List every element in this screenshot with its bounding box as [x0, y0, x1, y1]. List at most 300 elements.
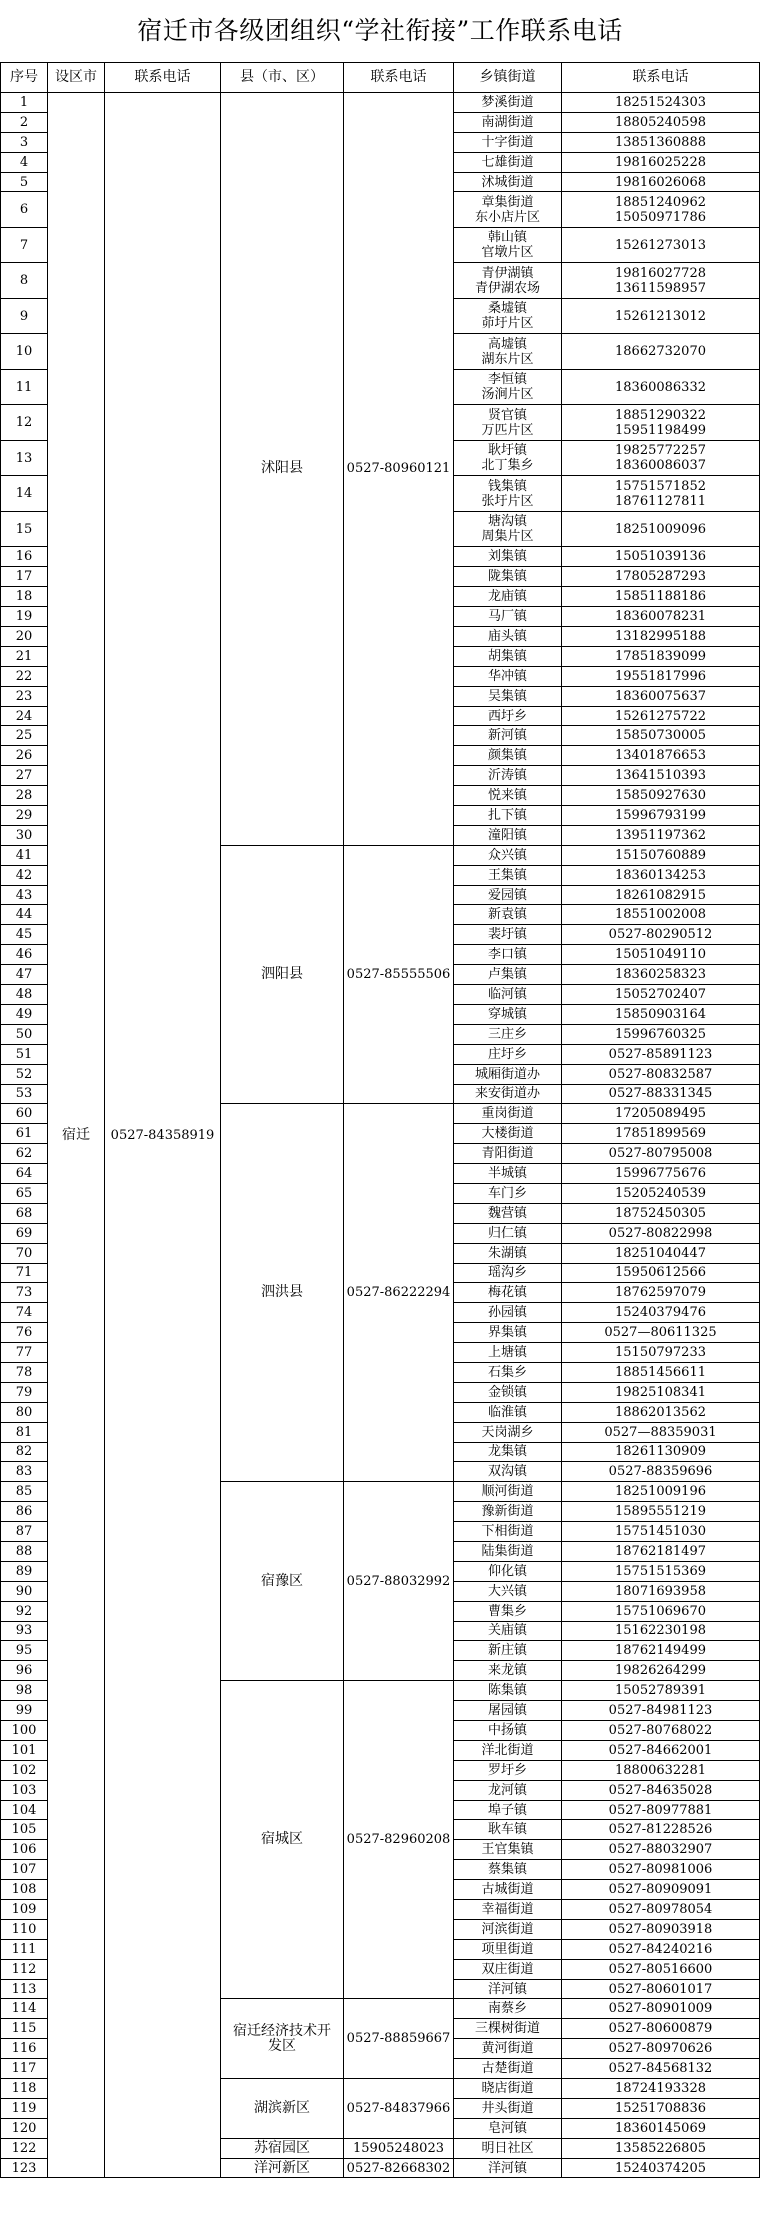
town-name [454, 1760, 562, 1780]
row-number: 8 [1, 263, 48, 299]
row-number: 99 [1, 1701, 48, 1721]
town-phone [562, 1004, 760, 1024]
row-number: 16 [1, 547, 48, 567]
row-number: 28 [1, 786, 48, 806]
town-phone [562, 1362, 760, 1382]
row-number: 11 [1, 369, 48, 405]
town-name [454, 1780, 562, 1800]
town-name [454, 666, 562, 686]
town-name [454, 1283, 562, 1303]
town-phone [562, 1681, 760, 1701]
town-phone [562, 1303, 760, 1323]
row-number: 83 [1, 1462, 48, 1482]
town-name-line: 官墩片区 [481, 245, 534, 261]
row-number: 51 [1, 1044, 48, 1064]
county-name: 沭阳县 [221, 93, 344, 846]
town-name [454, 369, 562, 405]
town-phone-line: 15150760889 [615, 847, 706, 863]
town-name-line: 罗圩乡 [487, 1762, 527, 1778]
town-phone [562, 925, 760, 945]
town-phone [562, 905, 760, 925]
town-phone [562, 2019, 760, 2039]
town-phone [562, 93, 760, 113]
town-phone [562, 440, 760, 476]
town-phone-line: 15261213012 [615, 308, 706, 324]
town-name [454, 1044, 562, 1064]
town-name [454, 1243, 562, 1263]
row-number: 112 [1, 1959, 48, 1979]
town-phone [562, 1024, 760, 1044]
town-name [454, 1303, 562, 1323]
town-phone [562, 965, 760, 985]
town-phone-line: 18360258323 [615, 967, 706, 983]
town-name-line: 青伊湖农场 [474, 280, 540, 296]
town-name [454, 1004, 562, 1024]
town-phone-line: 18551002008 [615, 907, 706, 923]
town-phone-line: 0527-80978054 [608, 1901, 713, 1917]
town-phone-line: 0527-80600879 [608, 2021, 713, 2037]
town-phone-line: 18360134253 [615, 867, 706, 883]
town-name-line: 双沟镇 [487, 1464, 527, 1480]
row-number: 78 [1, 1362, 48, 1382]
town-name-line: 颜集镇 [487, 748, 527, 764]
town-name-line: 三庄乡 [487, 1026, 527, 1042]
town-name [454, 985, 562, 1005]
town-phone-line: 15996793199 [615, 807, 706, 823]
row-number: 12 [1, 405, 48, 441]
town-name-line: 魏营镇 [487, 1205, 527, 1221]
town-name-line: 龙集镇 [487, 1444, 527, 1460]
town-name-line: 蔡集镇 [487, 1862, 527, 1878]
row-number: 60 [1, 1104, 48, 1124]
town-phone [562, 369, 760, 405]
town-phone-line: 15261275722 [615, 708, 706, 724]
town-name-line: 沂涛镇 [487, 768, 527, 784]
row-number: 74 [1, 1303, 48, 1323]
row-number: 110 [1, 1919, 48, 1939]
town-phone-line: 0527-84662001 [608, 1742, 713, 1758]
town-phone-line: 15052702407 [615, 986, 706, 1002]
town-phone [562, 786, 760, 806]
town-phone-line: 15205240539 [615, 1185, 706, 1201]
town-phone [562, 1721, 760, 1741]
town-phone [562, 1482, 760, 1502]
town-name-line: 塘沟镇 [487, 514, 527, 530]
town-phone-line: 0527—88359031 [604, 1424, 717, 1440]
town-phone [562, 1124, 760, 1144]
town-name-line: 华冲镇 [487, 668, 527, 684]
town-phone-line: 19816027728 [615, 265, 706, 281]
row-number: 87 [1, 1522, 48, 1542]
town-name-line: 王官集镇 [481, 1842, 534, 1858]
row-number: 47 [1, 965, 48, 985]
town-phone-line: 0527-88359696 [608, 1464, 713, 1480]
town-phone-line: 17805287293 [615, 569, 706, 585]
town-name-line: 李口镇 [487, 947, 527, 963]
county-phone: 0527-85555506 [344, 845, 454, 1104]
row-number: 70 [1, 1243, 48, 1263]
town-name [454, 1024, 562, 1044]
town-name-line: 孙园镇 [487, 1305, 527, 1321]
town-name-line: 周集片区 [481, 529, 534, 545]
town-phone-line: 18762181497 [615, 1543, 706, 1559]
town-phone [562, 945, 760, 965]
row-number: 43 [1, 885, 48, 905]
town-name [454, 865, 562, 885]
town-name-line: 庄圩乡 [487, 1046, 527, 1062]
town-name [454, 1124, 562, 1144]
town-phone [562, 885, 760, 905]
town-name [454, 440, 562, 476]
town-phone [562, 1900, 760, 1920]
town-name [454, 1701, 562, 1721]
header-no: 序号 [1, 63, 48, 93]
town-name-line: 西圩乡 [487, 708, 527, 724]
town-name [454, 1740, 562, 1760]
row-number: 4 [1, 152, 48, 172]
town-phone-line: 15751069670 [615, 1603, 706, 1619]
town-phone-line: 15996775676 [615, 1166, 706, 1181]
town-phone [562, 627, 760, 647]
row-number: 111 [1, 1939, 48, 1959]
row-number: 42 [1, 865, 48, 885]
row-number: 85 [1, 1482, 48, 1502]
town-name [454, 746, 562, 766]
town-name [454, 1800, 562, 1820]
town-name [454, 786, 562, 806]
town-phone-line: 0527-80903918 [608, 1921, 713, 1937]
town-phone-line: 13182995188 [615, 628, 706, 644]
row-number: 23 [1, 686, 48, 706]
town-name [454, 132, 562, 152]
town-name-line: 顺河街道 [481, 1484, 534, 1500]
town-name-line: 豫新街道 [481, 1504, 534, 1520]
town-phone-line: 13401876653 [615, 748, 706, 764]
row-number: 96 [1, 1661, 48, 1681]
town-phone [562, 1263, 760, 1283]
town-name-line: 高墟镇 [487, 336, 527, 352]
town-phone-line: 18360086037 [615, 458, 706, 474]
town-phone [562, 263, 760, 299]
row-number: 20 [1, 627, 48, 647]
town-phone-line: 13641510393 [615, 768, 706, 784]
row-number: 52 [1, 1064, 48, 1084]
town-name-line: 皂河镇 [487, 2120, 527, 2136]
town-name [454, 1979, 562, 1999]
town-name [454, 511, 562, 547]
town-phone [562, 746, 760, 766]
town-phone [562, 334, 760, 370]
town-phone-line: 15240374205 [615, 2160, 706, 2176]
town-name-line: 庙头镇 [487, 628, 527, 644]
page-title: 宿迁市各级团组织“学社衔接”工作联系电话 [137, 16, 623, 45]
town-name [454, 192, 562, 228]
town-phone-line: 0527-80970626 [608, 2041, 713, 2057]
town-phone-line: 18851240962 [615, 194, 706, 210]
town-name [454, 1919, 562, 1939]
town-phone-line: 15751571852 [615, 478, 706, 494]
row-number: 15 [1, 511, 48, 547]
town-name-line: 钱集镇 [487, 478, 527, 494]
town-name-line: 汤涧片区 [481, 387, 534, 403]
town-phone [562, 511, 760, 547]
town-name-line: 界集镇 [487, 1325, 527, 1341]
town-phone-line: 17851839099 [615, 648, 706, 664]
town-name-line: 青阳街道 [481, 1146, 534, 1162]
town-phone [562, 1939, 760, 1959]
town-name [454, 1840, 562, 1860]
town-phone [562, 1641, 760, 1661]
town-name-line: 龙河镇 [487, 1782, 527, 1798]
town-phone [562, 1979, 760, 1999]
town-phone-line: 18762597079 [615, 1285, 706, 1301]
town-phone [562, 547, 760, 567]
town-name-line: 南蔡乡 [487, 2001, 527, 2017]
town-phone-line: 18360145069 [615, 2120, 706, 2136]
town-name-line: 耿圩镇 [487, 443, 527, 459]
town-phone [562, 1323, 760, 1343]
row-number: 120 [1, 2118, 48, 2138]
town-name-line: 临淮镇 [487, 1404, 527, 1420]
town-phone [562, 152, 760, 172]
town-phone-line: 0527-85891123 [608, 1046, 713, 1062]
town-phone-line: 19826264299 [615, 1663, 706, 1679]
row-number: 103 [1, 1780, 48, 1800]
town-phone-line: 0527-88032907 [608, 1842, 713, 1858]
town-name-line: 新庄镇 [487, 1643, 527, 1659]
town-phone-line: 0527-80909091 [608, 1882, 713, 1898]
town-phone-line: 0527-84981123 [608, 1703, 713, 1719]
town-name [454, 2059, 562, 2079]
town-name [454, 945, 562, 965]
town-name [454, 2098, 562, 2118]
town-name-line: 茆圩片区 [481, 316, 534, 332]
town-name [454, 627, 562, 647]
town-phone-line: 15052789391 [615, 1683, 706, 1699]
town-phone-line: 18662732070 [615, 344, 706, 360]
town-phone-line: 17851899569 [615, 1126, 706, 1142]
town-name [454, 1939, 562, 1959]
town-name-line: 七雄街道 [481, 154, 534, 170]
header-county-phone: 联系电话 [344, 63, 454, 93]
town-name-line: 临河镇 [487, 986, 527, 1002]
town-name [454, 547, 562, 567]
row-number: 24 [1, 706, 48, 726]
town-phone-line: 15851188186 [615, 589, 706, 605]
town-phone-line: 0527-88331345 [608, 1086, 713, 1102]
town-name [454, 2019, 562, 2039]
town-phone [562, 1203, 760, 1223]
town-phone [562, 192, 760, 228]
town-name-line: 下相街道 [481, 1524, 534, 1540]
row-number: 41 [1, 845, 48, 865]
town-name [454, 2138, 562, 2158]
row-number: 80 [1, 1402, 48, 1422]
town-phone [562, 1621, 760, 1641]
town-phone-line: 17205089495 [615, 1106, 706, 1122]
row-number: 48 [1, 985, 48, 1005]
row-number: 106 [1, 1840, 48, 1860]
town-name-line: 埠子镇 [487, 1802, 527, 1818]
town-phone-line: 15950612566 [615, 1265, 706, 1281]
town-name [454, 686, 562, 706]
town-phone-line: 15240379476 [615, 1305, 706, 1321]
town-phone [562, 2039, 760, 2059]
town-name-line: 项里街道 [481, 1941, 534, 1957]
county-phone: 0527-82668302 [344, 2158, 454, 2178]
town-phone-line: 0527-84240216 [608, 1941, 713, 1957]
town-phone-line: 18761127811 [615, 493, 706, 509]
row-number: 19 [1, 607, 48, 627]
town-name [454, 152, 562, 172]
row-number: 26 [1, 746, 48, 766]
town-phone-line: 0527-84568132 [608, 2061, 713, 2077]
town-name-line: 胡集镇 [487, 648, 527, 664]
town-phone-line: 19816025228 [615, 154, 706, 170]
town-name-line: 幸福街道 [481, 1901, 534, 1917]
town-phone [562, 1561, 760, 1581]
row-number: 9 [1, 298, 48, 334]
town-name-line: 大楼街道 [481, 1126, 534, 1142]
row-number: 46 [1, 945, 48, 965]
town-name [454, 405, 562, 441]
town-name [454, 726, 562, 746]
row-number: 25 [1, 726, 48, 746]
town-name-line: 洋北街道 [481, 1742, 534, 1758]
row-number: 107 [1, 1860, 48, 1880]
row-number: 98 [1, 1681, 48, 1701]
town-phone-line: 18261130909 [615, 1444, 706, 1460]
row-number: 95 [1, 1641, 48, 1661]
town-phone [562, 666, 760, 686]
town-name [454, 1959, 562, 1979]
town-phone [562, 1243, 760, 1263]
town-name-line: 南湖街道 [481, 114, 534, 130]
town-phone [562, 1840, 760, 1860]
town-phone [562, 1164, 760, 1184]
header-town-phone: 联系电话 [562, 63, 760, 93]
town-phone-line: 18360086332 [615, 379, 706, 395]
town-name [454, 1402, 562, 1422]
town-phone-line: 18251524303 [615, 94, 706, 110]
town-phone-line: 15261273013 [615, 237, 706, 253]
town-name [454, 1502, 562, 1522]
town-phone-line: 13851360888 [615, 134, 706, 150]
town-name [454, 1263, 562, 1283]
town-name [454, 1223, 562, 1243]
row-number: 1 [1, 93, 48, 113]
town-name [454, 587, 562, 607]
town-name-line: 瑶沟乡 [487, 1265, 527, 1281]
town-phone-line: 18071693958 [615, 1583, 706, 1599]
town-name [454, 567, 562, 587]
town-name-line: 朱湖镇 [487, 1245, 527, 1261]
town-name [454, 1621, 562, 1641]
town-name-line: 众兴镇 [487, 847, 527, 863]
town-phone [562, 2079, 760, 2099]
row-number: 76 [1, 1323, 48, 1343]
county-name: 湖滨新区 [221, 2079, 344, 2139]
town-name-line: 古楚街道 [481, 2061, 534, 2077]
town-phone [562, 1701, 760, 1721]
town-phone-line: 19825108341 [615, 1384, 706, 1400]
town-name [454, 476, 562, 512]
town-phone [562, 1183, 760, 1203]
town-phone-line: 0527-80795008 [608, 1146, 713, 1162]
town-name-line: 大兴镇 [487, 1583, 527, 1599]
town-name [454, 825, 562, 845]
row-number: 101 [1, 1740, 48, 1760]
county-name: 苏宿园区 [221, 2138, 344, 2158]
town-phone-line: 19825772257 [615, 443, 706, 459]
town-name-line: 张圩片区 [481, 493, 534, 509]
town-phone-line: 13611598957 [615, 280, 706, 296]
town-name-line: 贤官镇 [487, 407, 527, 423]
town-phone [562, 1044, 760, 1064]
town-name [454, 1601, 562, 1621]
town-phone-line: 15996760325 [615, 1026, 706, 1042]
town-name [454, 1561, 562, 1581]
table-row [1, 93, 760, 113]
row-number: 86 [1, 1502, 48, 1522]
row-number: 108 [1, 1880, 48, 1900]
town-name-line: 刘集镇 [487, 549, 527, 565]
town-phone-line: 15850927630 [615, 788, 706, 804]
town-name-line: 新袁镇 [487, 907, 527, 923]
town-phone-line: 18762149499 [615, 1643, 706, 1659]
town-phone [562, 646, 760, 666]
town-phone-line: 0527-84635028 [608, 1782, 713, 1798]
town-name [454, 1183, 562, 1203]
town-name-line: 耿车镇 [487, 1822, 527, 1838]
county-phone: 0527-88859667 [344, 1999, 454, 2079]
row-number: 62 [1, 1144, 48, 1164]
town-name-line: 晓店街道 [481, 2080, 534, 2096]
town-phone [562, 2158, 760, 2178]
town-name-line: 陇集镇 [487, 569, 527, 585]
town-name-line: 来龙镇 [487, 1663, 527, 1679]
town-phone-line: 19816026068 [615, 174, 706, 190]
row-number: 49 [1, 1004, 48, 1024]
town-name [454, 885, 562, 905]
row-number: 93 [1, 1621, 48, 1641]
town-phone-line: 13585226805 [615, 2140, 706, 2156]
town-phone [562, 726, 760, 746]
town-phone-line: 18800632281 [615, 1762, 706, 1778]
county-phone: 0527-80960121 [344, 93, 454, 846]
town-name-line: 陆集街道 [481, 1543, 534, 1559]
row-number: 6 [1, 192, 48, 228]
row-number: 122 [1, 2138, 48, 2158]
row-number: 17 [1, 567, 48, 587]
town-phone-line: 15751451030 [615, 1524, 706, 1540]
row-number: 3 [1, 132, 48, 152]
town-name [454, 1442, 562, 1462]
town-phone [562, 985, 760, 1005]
town-name-line: 屠园镇 [487, 1703, 527, 1719]
town-name-line: 关庙镇 [487, 1623, 527, 1639]
row-number: 116 [1, 2039, 48, 2059]
town-name-line: 井头街道 [481, 2100, 534, 2116]
town-phone-line: 15951198499 [615, 422, 706, 438]
town-phone-line: 15850730005 [615, 728, 706, 744]
town-phone-line: 0527-80822998 [608, 1225, 713, 1241]
town-name-line: 双庄街道 [481, 1961, 534, 1977]
row-number: 114 [1, 1999, 48, 2019]
row-number: 2 [1, 112, 48, 132]
row-number: 90 [1, 1581, 48, 1601]
town-name [454, 112, 562, 132]
